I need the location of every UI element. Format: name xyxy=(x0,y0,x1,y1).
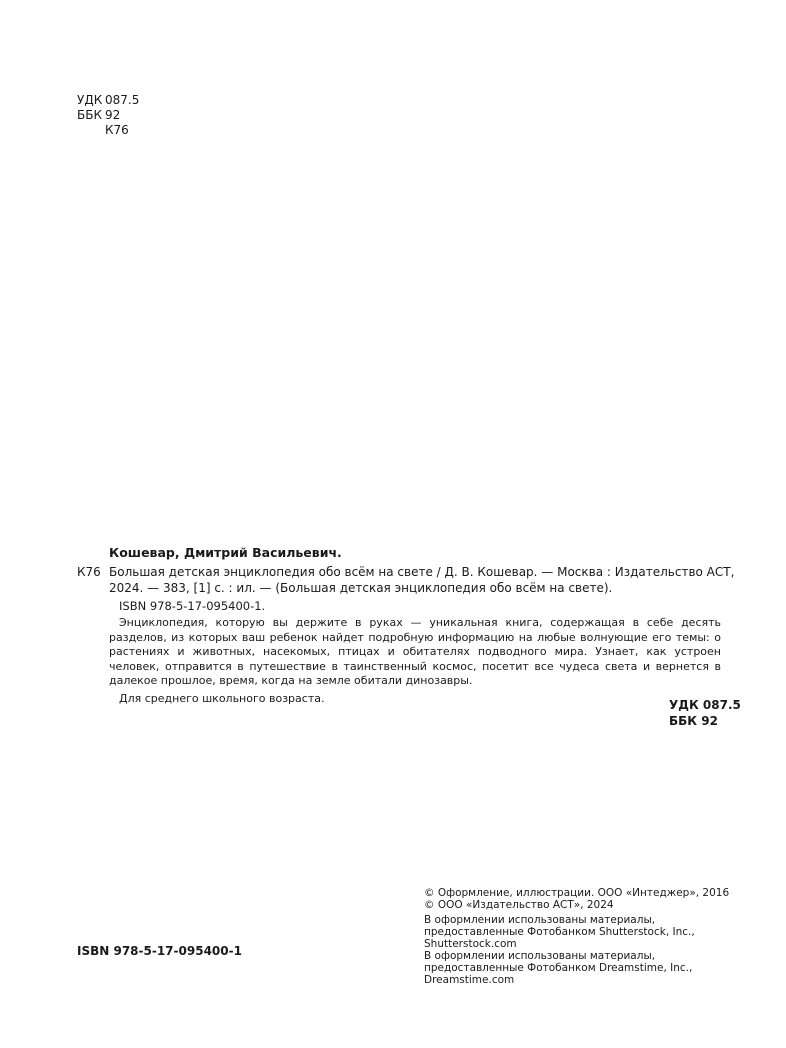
classification-block-right xyxy=(669,697,741,729)
udk-value: 087.5 xyxy=(105,93,140,107)
isbn-bottom: ISBN 978-5-17-095400-1 xyxy=(77,944,242,958)
author-code-top: К76 xyxy=(105,123,129,137)
title-description: Большая детская энциклопедия обо всём на свете / Д. В. Кошевар. — Москва : Издательство АСТ, 2024. — 383, [1] с. : ил. — (Большая детская энциклопедия обо всём на свете). xyxy=(109,565,735,595)
bbk-right: ББК 92 xyxy=(669,714,718,728)
image-credit-dreamstime: В оформлении использованы материалы, предоставленные Фотобанком Dreamstime, Inc., Dreamstime.com xyxy=(424,950,693,986)
author-code: К76 xyxy=(77,565,101,579)
card-main xyxy=(77,564,737,706)
udk-label: УДК xyxy=(77,93,103,107)
copyright-line-1: © Оформление, иллюстрации. ООО «Интеджер», 2016 xyxy=(424,887,730,899)
catalog-card xyxy=(77,545,737,706)
bbk-value: 92 xyxy=(105,108,121,122)
image-credit-shutterstock: В оформлении использованы материалы, предоставленные Фотобанком Shutterstock, Inc., Shutterstock.com xyxy=(424,914,695,950)
abstract: Энциклопедия, которую вы держите в руках — уникальная книга, содержащая в себе десять разделов, из которых ваш ребенок найдет подробную информацию на любые волнующие его темы: о растениях и животных, насекомых, птицах и обитателях подводного мира. Узнает, как устроен человек, отправится в путешествие в таинственный космос, посетит все чудеса света и вернется в далекое прошлое, время, когда на земле обитали динозавры. xyxy=(109,616,721,687)
copyright-line-2: © ООО «Издательство АСТ», 2024 xyxy=(424,899,614,911)
bbk-label: ББК xyxy=(77,108,102,122)
udk-right: УДК 087.5 xyxy=(669,698,741,712)
age-note: Для среднего школьного возраста. xyxy=(119,691,325,705)
udk-row xyxy=(77,93,139,108)
classification-block-top xyxy=(77,93,139,138)
isbn-line: ISBN 978-5-17-095400-1. xyxy=(119,599,266,613)
bbk-row xyxy=(77,108,139,123)
copyright-block xyxy=(424,887,754,986)
author-name: Кошевар, Дмитрий Васильевич. xyxy=(109,545,342,560)
